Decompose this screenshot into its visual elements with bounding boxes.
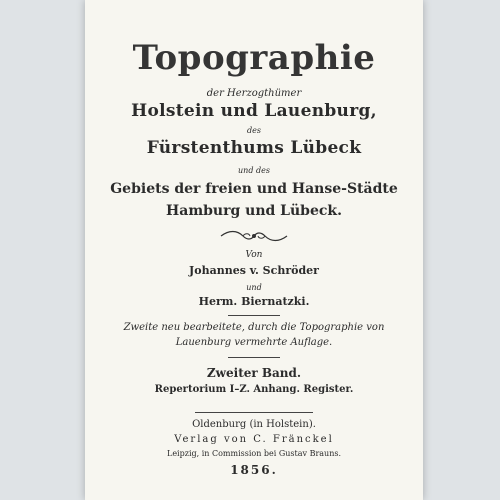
byline-und: und <box>246 283 262 292</box>
divider-rule-1 <box>228 315 280 316</box>
flourish-icon <box>219 229 289 243</box>
subtitle-des: des <box>247 126 261 135</box>
commission-note: Leipzig, in Commission bei Gustav Brauns. <box>167 449 341 458</box>
subtitle-herzogthuemer: der Herzogthümer <box>206 88 302 99</box>
edition-note-line2: Lauenburg vermehrte Auflage. <box>175 337 333 348</box>
publisher-place: Oldenburg (in Holstein). <box>192 419 316 430</box>
volume-label: Zweiter Band. <box>206 366 302 380</box>
subtitle-fuerstenthum: Fürstenthums Lübeck <box>146 138 362 158</box>
ornament-divider <box>85 228 423 247</box>
subtitle-gebiets: Gebiets der freien und Hanse-Städte <box>110 181 398 197</box>
author-biernatzki: Herm. Biernatzki. <box>198 295 310 308</box>
subtitle-hamburg: Hamburg und Lübeck. <box>166 203 342 219</box>
byline-von: Von <box>245 250 263 260</box>
volume-contents: Repertorium I–Z. Anhang. Register. <box>154 384 354 395</box>
author-schroeder: Johannes v. Schröder <box>189 264 319 277</box>
subtitle-holstein: Holstein und Lauenburg, <box>131 101 377 121</box>
title-page <box>85 0 423 500</box>
divider-rule-2 <box>228 357 280 358</box>
book-title: Topographie <box>132 38 376 78</box>
publisher-name: Verlag von C. Fränckel <box>174 434 334 445</box>
divider-rule-3 <box>195 412 313 413</box>
edition-note-line1: Zweite neu bearbeitete, durch die Topographie von <box>123 322 385 333</box>
publication-year: 1856. <box>230 463 278 477</box>
subtitle-und-des: und des <box>238 166 270 175</box>
